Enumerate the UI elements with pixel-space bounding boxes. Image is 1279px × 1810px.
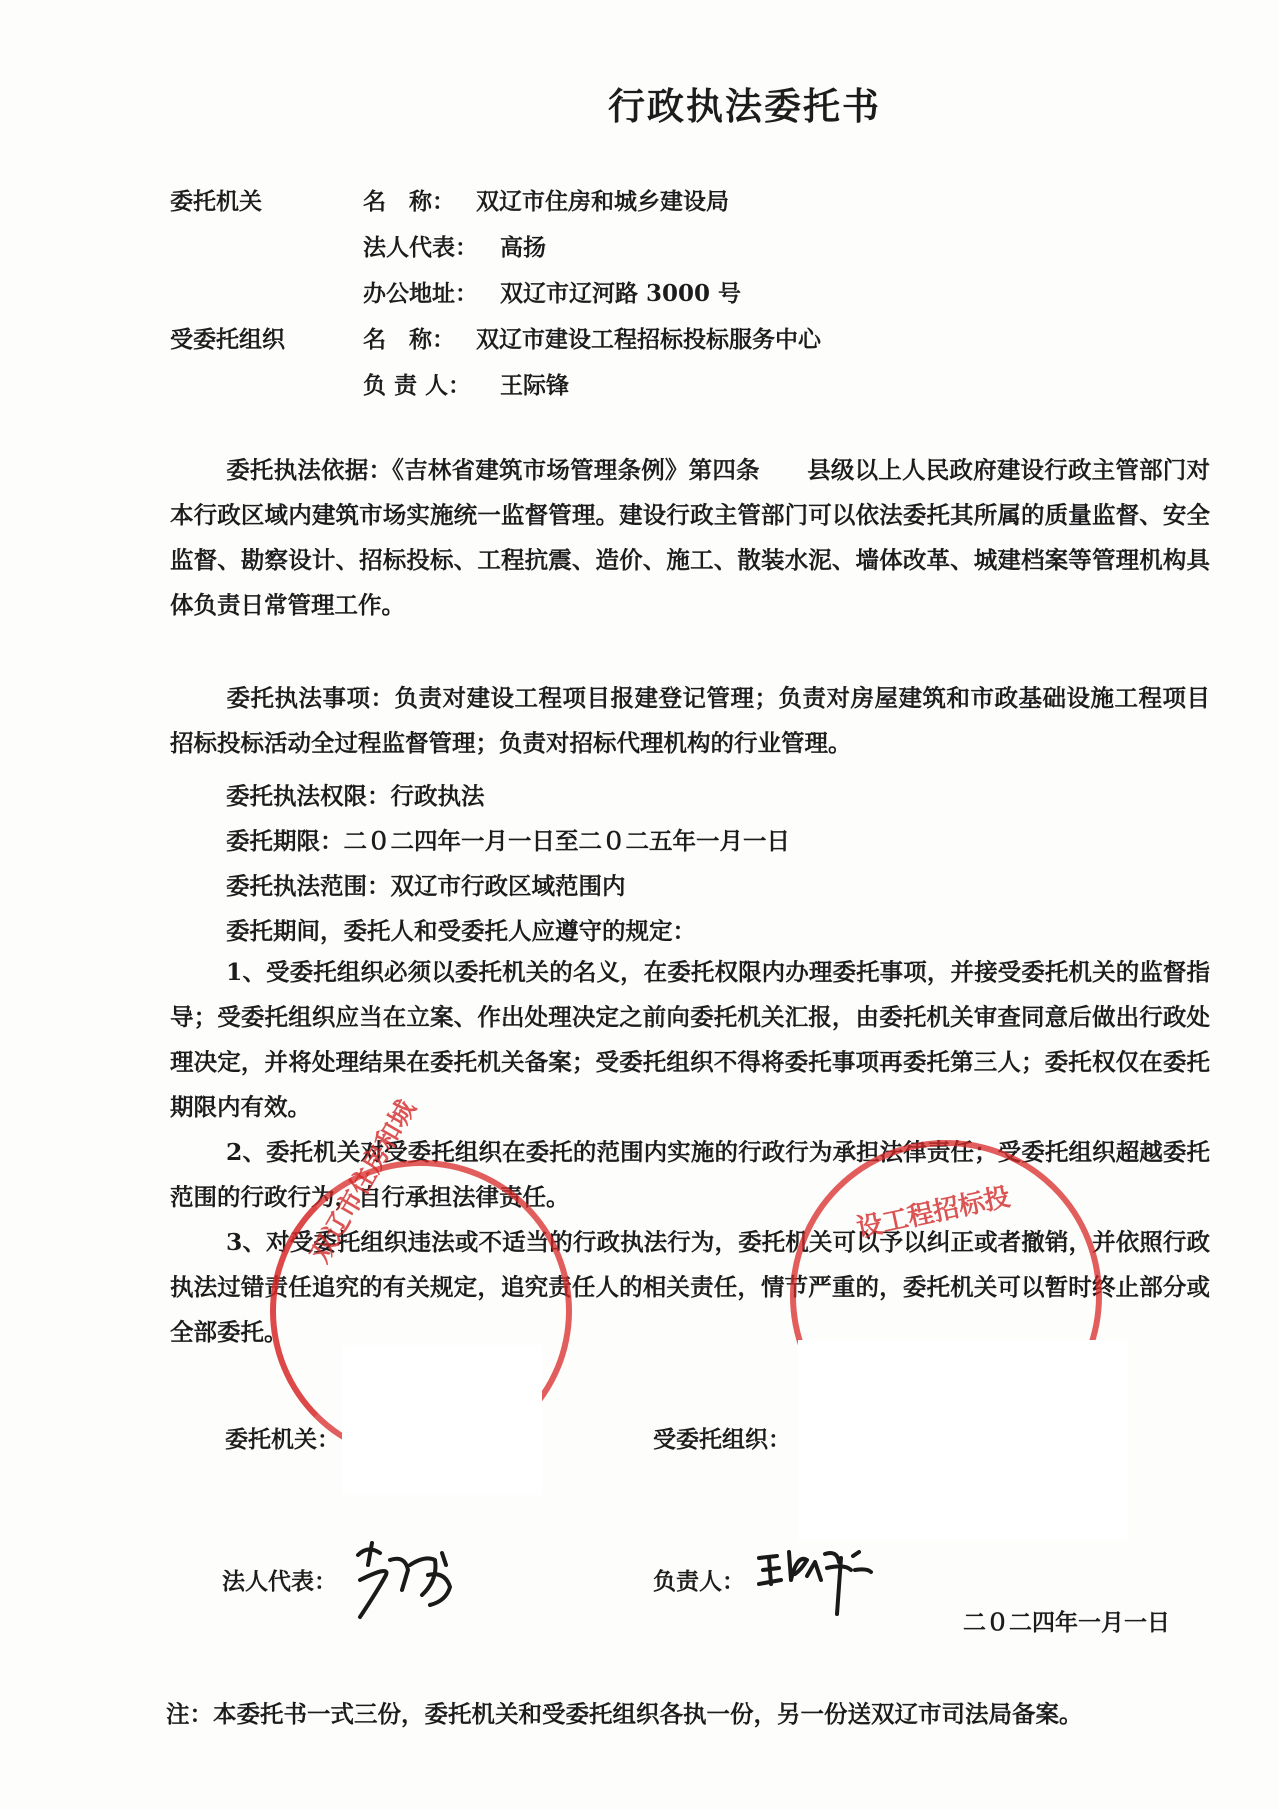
delegator-name-label: 名 称： — [363, 188, 455, 215]
authority-line — [226, 777, 485, 811]
basis-paragraph — [170, 448, 1210, 628]
period-line — [226, 822, 790, 856]
scope-label: 委托执法范围： — [226, 872, 391, 900]
rule-3: 3、对受委托组织违法或不适当的行政执法行为，委托机关可以予以纠正或者撤销，并依照行政执法过错责任追究的有关规定，追究责任人的相关责任，情节严重的，委托机关可以暂时终止部分或全部委托。 — [170, 1228, 1210, 1346]
matters-paragraph — [170, 676, 1210, 766]
delegatee-heading: 受委托组织 — [170, 326, 285, 353]
sign-delegator-label: 委托机关： — [225, 1426, 340, 1453]
matters-text: 负责对建设工程项目报建登记管理；负责对房屋建筑和市政基础设施工程项目招标投标活动全过程监督管理；负责对招标代理机构的行业管理。 — [170, 684, 1210, 757]
authority-label: 委托执法权限： — [226, 782, 391, 810]
delegator-rep-label: 法人代表： — [363, 234, 478, 261]
delegator-addr-label: 办公地址： — [363, 280, 478, 307]
delegatee-head-label: 负 责 人： — [363, 372, 472, 399]
delegatee-name: 双辽市建设工程招标投标服务中心 — [476, 326, 821, 353]
rule-2: 2、委托机关对受委托组织在委托的范围内实施的行政行为承担法律责任；受委托组织超越委托范围的行政行为，自行承担法律责任。 — [170, 1138, 1210, 1211]
redaction-right — [798, 1340, 1128, 1540]
sign-rep-label: 法人代表： — [222, 1568, 337, 1595]
signature-head — [755, 1540, 885, 1620]
sign-date: 二０二四年一月一日 — [963, 1609, 1170, 1636]
rules-intro: 委托期间，委托人和受委托人应遵守的规定： — [226, 917, 696, 945]
signature-rep — [350, 1535, 500, 1625]
scope-value: 双辽市行政区域范围内 — [390, 872, 626, 900]
footer-note: 注：本委托书一式三份，委托机关和受委托组织各执一份，另一份送双辽市司法局备案。 — [166, 1700, 1083, 1728]
authority-value: 行政执法 — [390, 782, 485, 810]
seal-right-text: 设工程招标投 — [854, 1182, 1013, 1244]
delegator-addr: 双辽市辽河路 3000 号 — [500, 280, 742, 307]
delegatee-name-label: 名 称： — [363, 326, 455, 353]
sign-delegatee-label: 受委托组织： — [653, 1426, 791, 1453]
delegator-heading: 委托机关 — [170, 188, 262, 215]
matters-label: 委托执法事项： — [226, 684, 395, 712]
page-title: 行政执法委托书 — [608, 84, 881, 128]
period-label: 委托期限： — [226, 827, 344, 855]
sign-head-label: 负责人： — [653, 1568, 745, 1595]
seal-left-text: 双辽市住房和城 — [305, 1095, 423, 1268]
delegator-name: 双辽市住房和城乡建设局 — [476, 188, 729, 215]
delegator-rep: 高扬 — [500, 234, 546, 261]
scope-line — [226, 867, 626, 901]
delegatee-head: 王际锋 — [500, 372, 569, 399]
basis-text: 县级以上人民政府建设行政主管部门对本行政区域内建筑市场实施统一监督管理。建设行政主管部门可以依法委托其所属的质量监督、安全监督、勘察设计、招标投标、工程抗震、造价、施工、散装水泥、墙体改革、城建档案等管理机构具体负责日常管理工作。 — [170, 456, 1211, 619]
basis-law: 《吉林省建筑市场管理条例》第四条 — [392, 456, 760, 484]
rule-1: 1、受委托组织必须以委托机关的名义，在委托权限内办理委托事项，并接受委托机关的监督指导；受委托组织应当在立案、作出处理决定之前向委托机关汇报，由委托机关审查同意后做出行政处理决定，并将处理结果在委托机关备案；受委托组织不得将委托事项再委托第三人；委托权仅在委托期限内有效。 — [170, 958, 1210, 1121]
redaction-left — [342, 1345, 542, 1495]
basis-label: 委托执法依据： — [226, 456, 393, 484]
period-value: 二０二四年一月一日至二０二五年一月一日 — [343, 827, 790, 855]
